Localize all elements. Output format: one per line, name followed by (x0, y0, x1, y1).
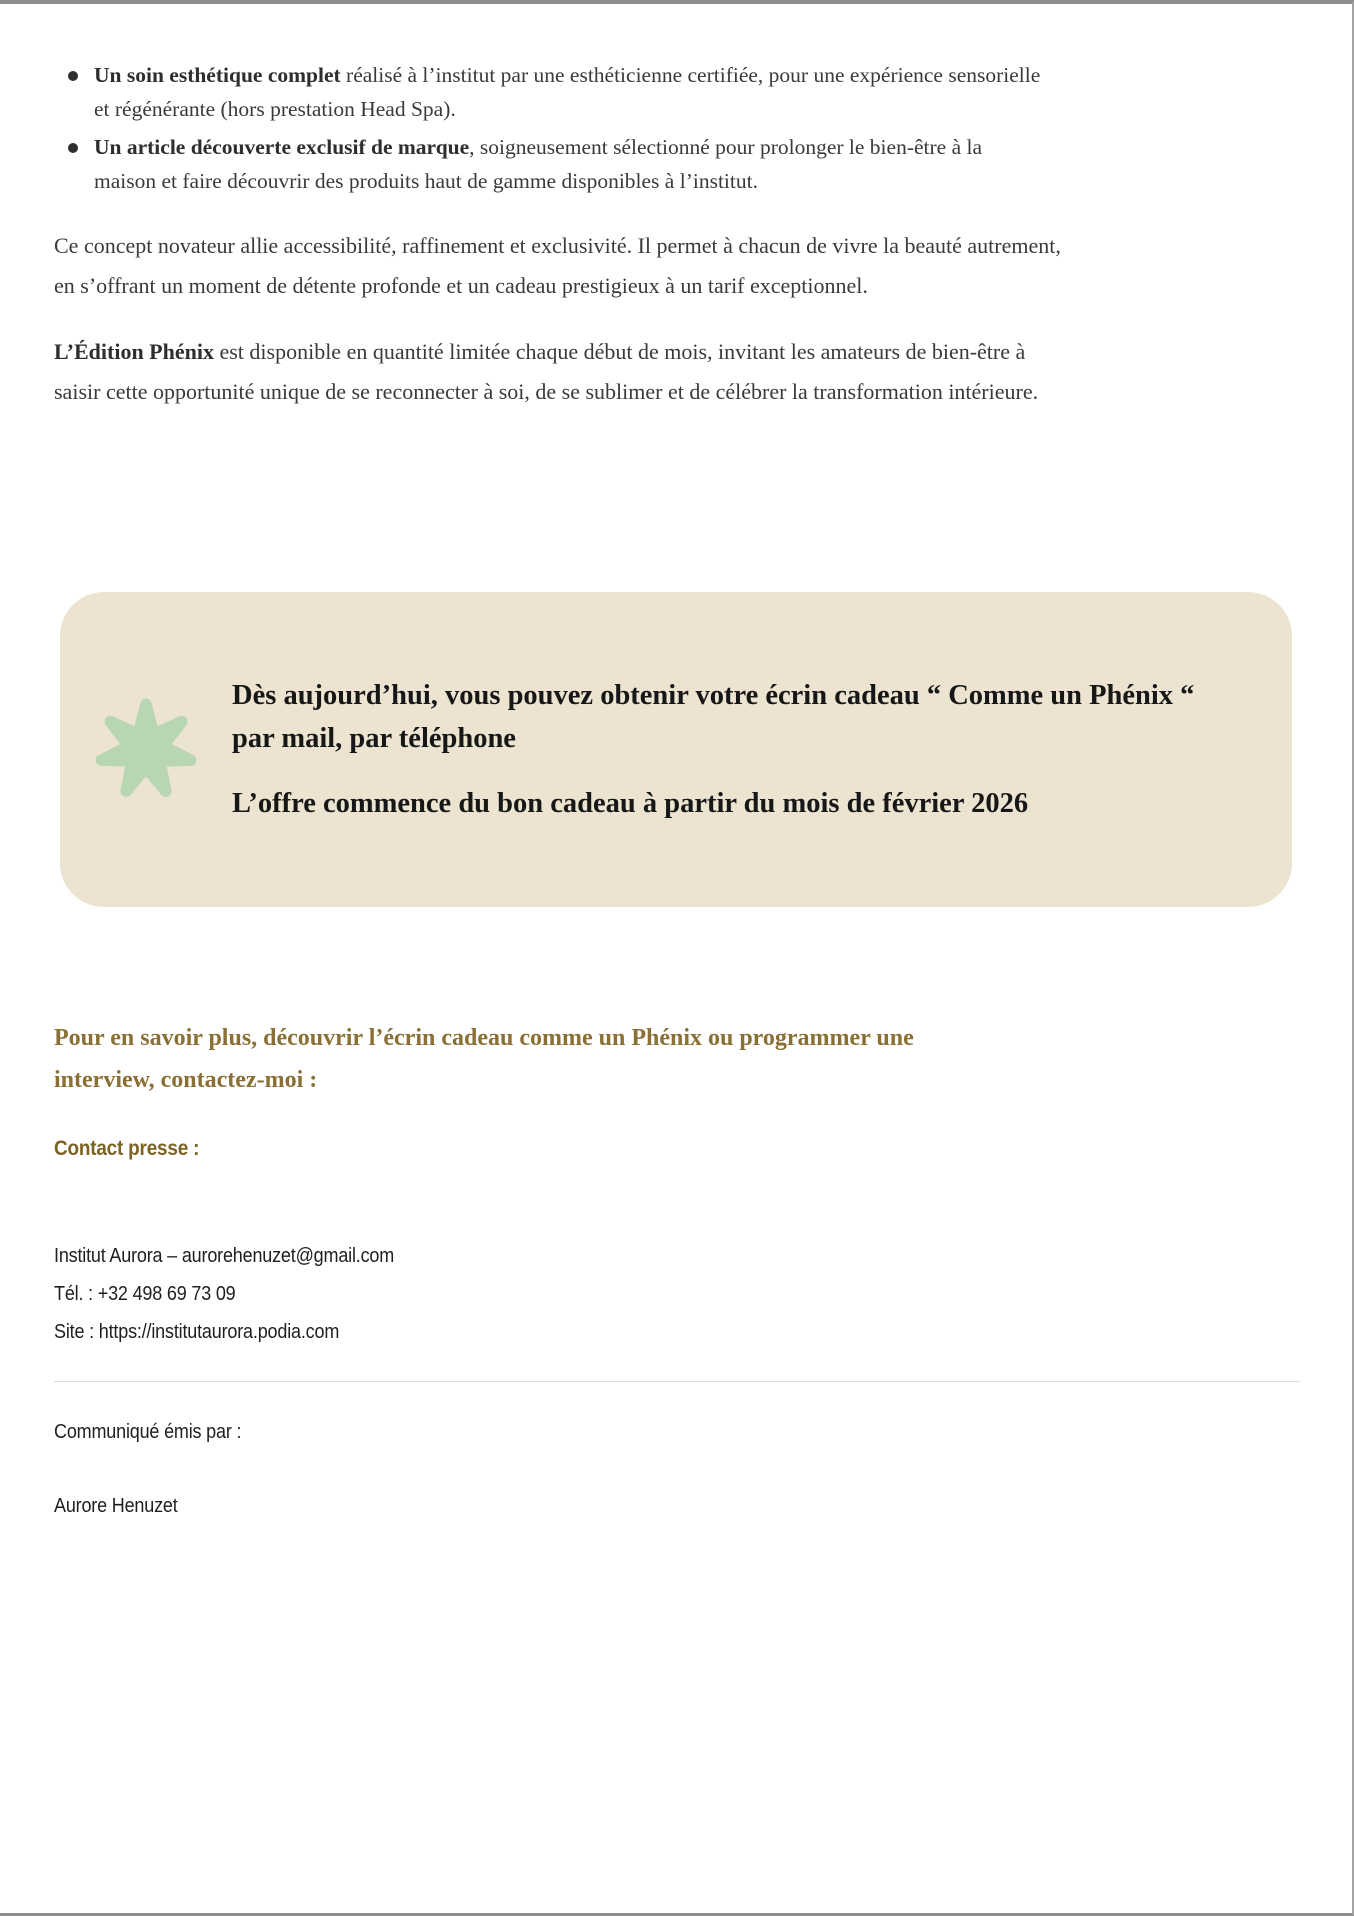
bullet-icon (68, 71, 78, 81)
list-item (54, 130, 1292, 198)
press-site-label: Site : (54, 1321, 99, 1343)
press-contact-block (54, 1237, 1168, 1351)
body-paragraph-edition (54, 332, 1074, 412)
starburst-icon (60, 698, 232, 802)
press-phone-line: Tél. : +32 498 69 73 09 (54, 1283, 236, 1305)
divider (54, 1381, 1300, 1382)
callout-line-obtain: Dès aujourd’hui, vous pouvez obtenir votre écrin cadeau “ Comme un Phénix “ par mail, par téléphone (232, 680, 1195, 754)
bullet-lead: Un article découverte exclusif de marque (94, 135, 470, 159)
bullet-text (94, 130, 1044, 198)
edition-phenix-lead: L’Édition Phénix (54, 339, 214, 364)
press-contact-label: Contact presse : (54, 1137, 200, 1160)
body-paragraph-concept: Ce concept novateur allie accessibilité, raffinement et exclusivité. Il permet à chacun de vivre la beauté autrement, en s’offrant un moment de détente profonde et un cadeau prestigieux à un tarif exceptionnel. (54, 233, 1061, 298)
callout-line-offer-start: L’offre commence du bon cadeau à partir du mois de février 2026 (232, 788, 1029, 819)
offer-callout-box (60, 592, 1292, 907)
press-org-line (54, 1237, 1168, 1275)
bullet-rest: réalisé à l’institut par une esthéticienne certifiée, pour une expérience sensorielle et régénérante (hors prestation Head Spa). (94, 63, 1041, 121)
bullet-lead: Un soin esthétique complet (94, 63, 341, 87)
feature-bullet-list (54, 58, 1292, 198)
author-name: Aurore Henuzet (54, 1495, 178, 1517)
bullet-rest: , soigneusement sélectionné pour prolonger le bien-être à la maison et faire découvrir des produits haut de gamme disponibles à l’institut. (94, 135, 983, 193)
callout-text (232, 674, 1232, 825)
list-item (54, 58, 1292, 126)
bullet-text (94, 58, 1044, 126)
press-email-link[interactable]: aurorehenuzet@gmail.com (181, 1245, 395, 1267)
edition-phenix-rest: est disponible en quantité limitée chaque début de mois, invitant les amateurs de bien-être à saisir cette opportunité unique de se reconnecter à soi, de se sublimer et de célébrer la transformation intérieure. (54, 339, 1039, 404)
issued-by-label: Communiqué émis par : (54, 1421, 242, 1443)
bullet-icon (68, 143, 78, 153)
press-site-line (54, 1313, 1168, 1351)
page-content (0, 4, 1352, 1520)
press-org-name: Institut Aurora – (54, 1245, 182, 1267)
press-site-link[interactable]: https://institutaurora.podia.com (98, 1321, 340, 1343)
contact-cta-heading: Pour en savoir plus, découvrir l’écrin cadeau comme un Phénix ou programmer une interview, contactez-moi : (54, 1025, 914, 1093)
